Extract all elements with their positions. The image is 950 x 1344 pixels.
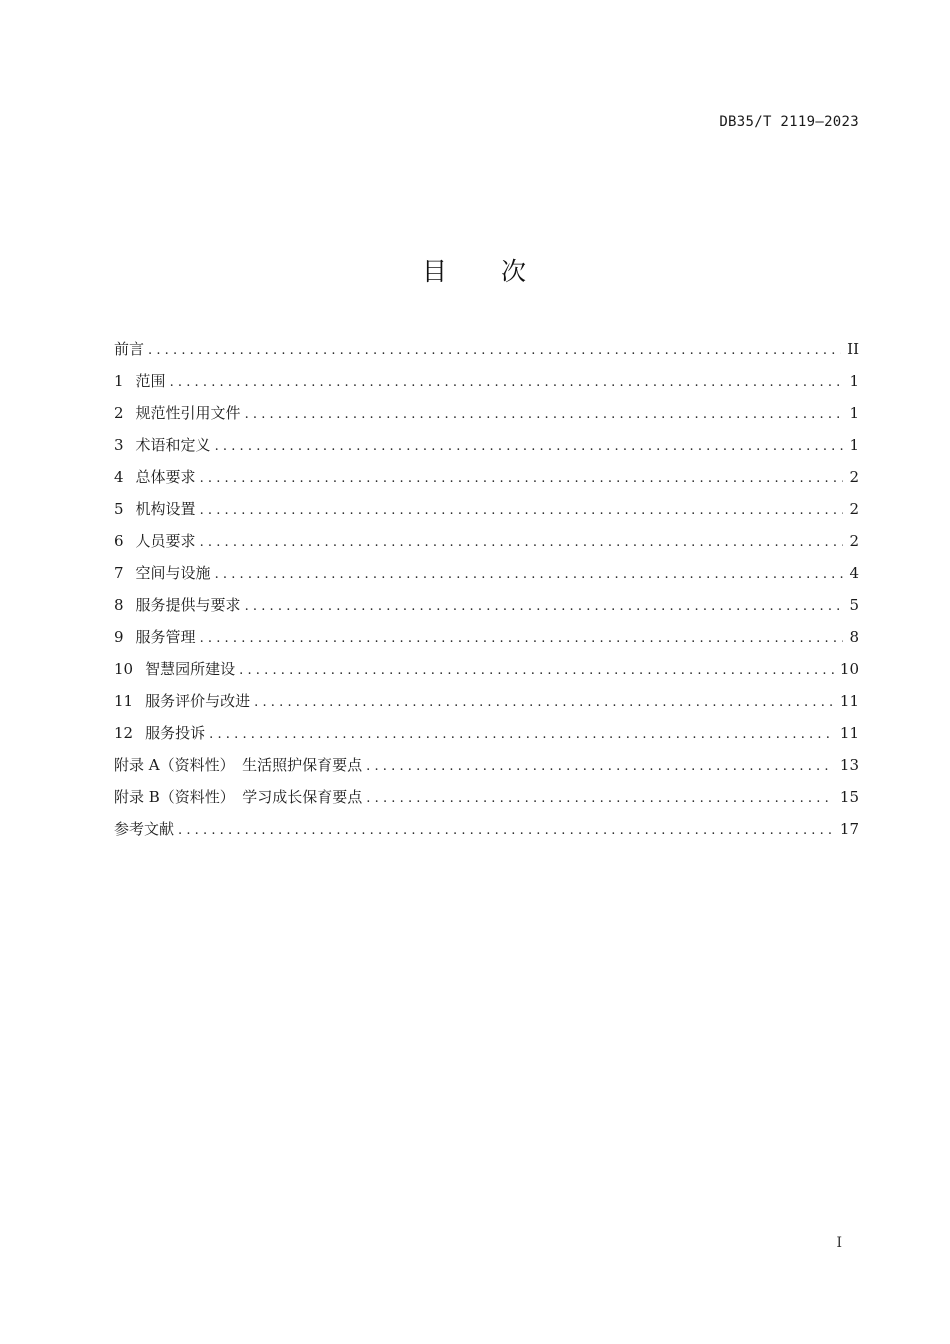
toc-entry-appendix-b[interactable] <box>114 784 859 816</box>
toc-entry-page: 1 <box>849 404 859 422</box>
toc-entry-number: 2 <box>114 404 124 422</box>
toc-entry-page: 11 <box>839 692 859 710</box>
toc-entry-number: 11 <box>114 692 134 710</box>
toc-entry-label: 总体要求 <box>135 468 196 486</box>
toc-entry-number: 1 <box>114 372 124 390</box>
toc-entry-label: 空间与设施 <box>135 564 211 582</box>
toc-entry-label: 服务管理 <box>135 628 196 646</box>
toc-entry-number: 10 <box>114 660 134 678</box>
toc-leader-dots <box>209 722 834 748</box>
toc-entry-service-complaints[interactable] <box>114 720 859 752</box>
toc-entry-label: 术语和定义 <box>135 436 211 454</box>
toc-title-char-2: 次 <box>501 257 529 286</box>
toc-leader-dots <box>200 498 844 524</box>
toc-entry-service-provision[interactable] <box>114 592 859 624</box>
toc-entry-label: 附录 B（资料性） 学习成长保育要点 <box>114 788 363 806</box>
toc-entry-normative-references[interactable] <box>114 400 859 432</box>
toc-entry-foreword[interactable] <box>114 336 859 368</box>
toc-entry-page: 2 <box>849 468 859 486</box>
toc-leader-dots <box>215 562 844 588</box>
toc-entry-label: 附录 A（资料性） 生活照护保育要点 <box>114 756 363 774</box>
toc-entry-page: 4 <box>849 564 859 582</box>
toc-entry-page: 11 <box>839 724 859 742</box>
toc-entry-service-management[interactable] <box>114 624 859 656</box>
toc-entry-page: 13 <box>839 756 859 774</box>
toc-leader-dots <box>366 786 834 812</box>
toc-entry-page: 1 <box>849 436 859 454</box>
toc-leader-dots <box>200 466 844 492</box>
toc-entry-smart-campus[interactable] <box>114 656 859 688</box>
toc-entry-label: 前言 <box>114 340 145 358</box>
toc-leader-dots <box>366 754 834 780</box>
toc-entry-page: 17 <box>839 820 859 838</box>
toc-leader-dots <box>200 626 844 652</box>
toc-entry-page: 10 <box>839 660 859 678</box>
toc-entry-number: 12 <box>114 724 134 742</box>
toc-entry-personnel-requirements[interactable] <box>114 528 859 560</box>
toc-entry-number: 6 <box>114 532 124 550</box>
toc-entry-appendix-a[interactable] <box>114 752 859 784</box>
toc-entry-label: 服务评价与改进 <box>145 692 251 710</box>
toc-entry-page: 1 <box>849 372 859 390</box>
toc-entry-number: 4 <box>114 468 124 486</box>
toc-entry-number: 5 <box>114 500 124 518</box>
toc-entry-label: 范围 <box>135 372 166 390</box>
toc-entry-label: 服务提供与要求 <box>135 596 241 614</box>
toc-leader-dots <box>254 690 834 716</box>
toc-entry-number: 3 <box>114 436 124 454</box>
page-number: I <box>836 1235 842 1251</box>
toc-entry-page: 2 <box>849 532 859 550</box>
toc-leader-dots <box>245 594 844 620</box>
toc-list <box>114 336 859 848</box>
toc-entry-space-facilities[interactable] <box>114 560 859 592</box>
toc-title-char-1: 目 <box>421 257 449 286</box>
toc-leader-dots <box>148 338 841 364</box>
document-code: DB35/T 2119—2023 <box>719 114 859 130</box>
toc-leader-dots <box>239 658 834 684</box>
toc-leader-dots <box>170 370 844 396</box>
toc-entry-page: 15 <box>839 788 859 806</box>
toc-leader-dots <box>245 402 844 428</box>
toc-entry-page: II <box>847 340 859 358</box>
toc-entry-number: 8 <box>114 596 124 614</box>
toc-entry-general-requirements[interactable] <box>114 464 859 496</box>
toc-entry-label: 规范性引用文件 <box>135 404 241 422</box>
toc-entry-label: 服务投诉 <box>145 724 206 742</box>
toc-entry-label: 参考文献 <box>114 820 175 838</box>
toc-entry-page: 8 <box>849 628 859 646</box>
toc-entry-page: 2 <box>849 500 859 518</box>
toc-entry-label: 机构设置 <box>135 500 196 518</box>
toc-leader-dots <box>200 530 844 556</box>
toc-entry-number: 7 <box>114 564 124 582</box>
toc-entry-label: 人员要求 <box>135 532 196 550</box>
toc-entry-scope[interactable] <box>114 368 859 400</box>
toc-leader-dots <box>178 818 834 844</box>
toc-entry-page: 5 <box>849 596 859 614</box>
toc-entry-bibliography[interactable] <box>114 816 859 848</box>
toc-entry-terms-definitions[interactable] <box>114 432 859 464</box>
toc-entry-institution-setup[interactable] <box>114 496 859 528</box>
toc-entry-service-evaluation[interactable] <box>114 688 859 720</box>
toc-entry-number: 9 <box>114 628 124 646</box>
toc-leader-dots <box>215 434 844 460</box>
toc-entry-label: 智慧园所建设 <box>145 660 236 678</box>
toc-title <box>0 252 950 288</box>
